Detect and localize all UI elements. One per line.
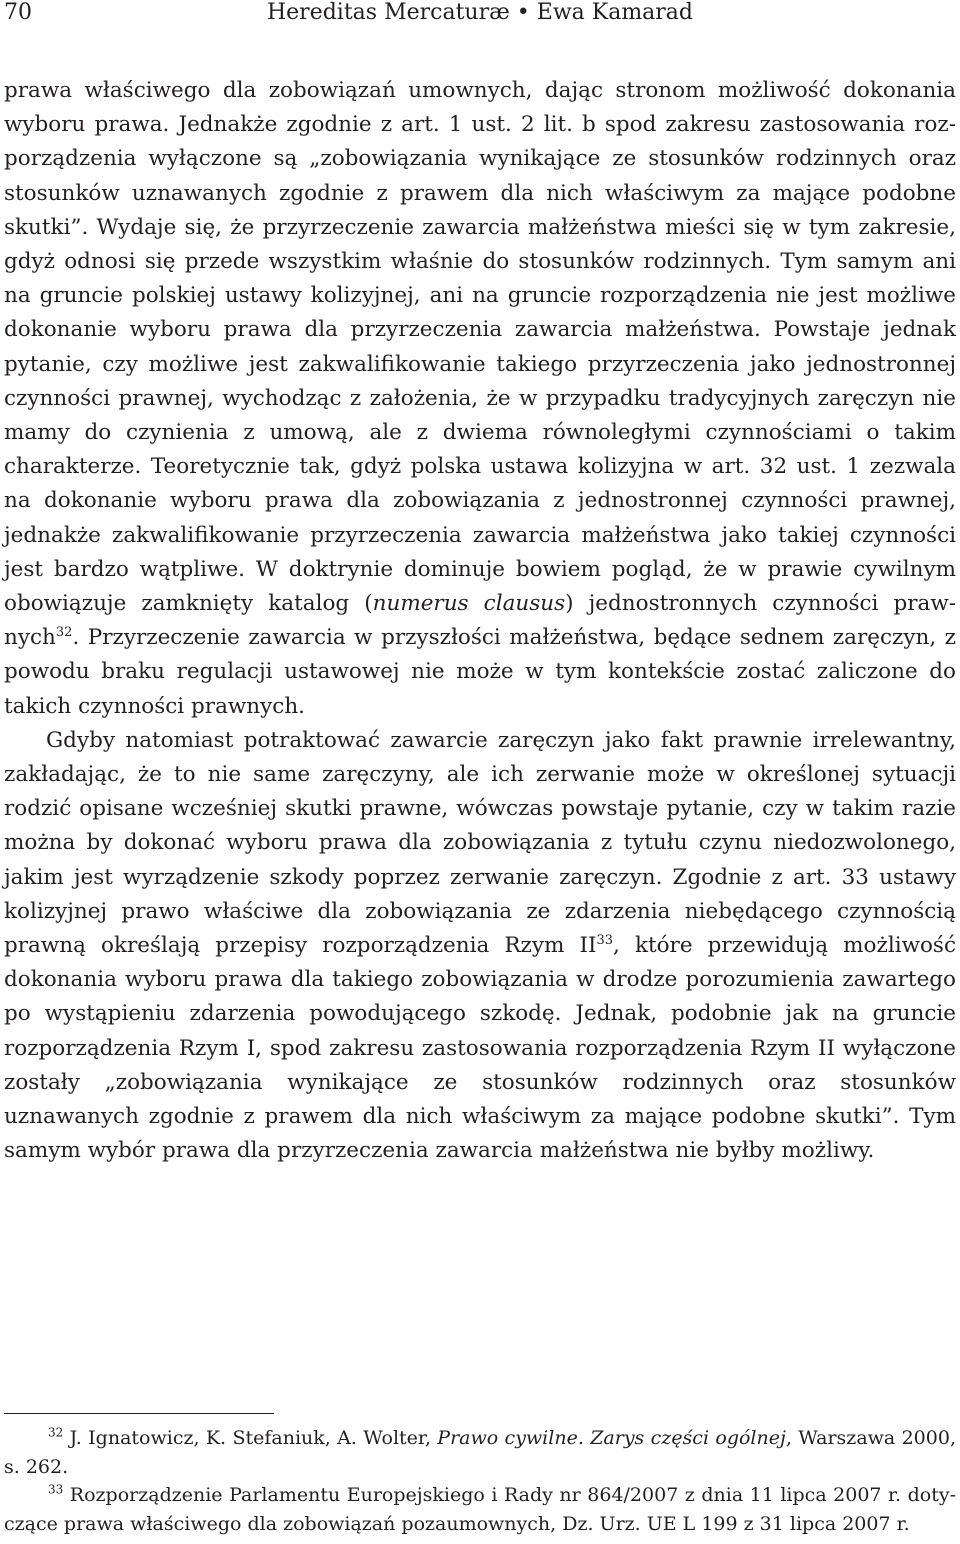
paragraph-1-text-a: prawa właściwego dla zobowiązań umownych, dając stronom możliwość dokonania wyboru prawa. Jednakże zgodnie z art. 1 ust. 2 lit. b spod zakresu zastosowania rozporządzenia wyłączone są „zobowiązania wynikające ze stosunków rodzinnych oraz stosunków uznawanych zgodnie z prawem dla nich właściwym za mające podobne skutki”. Wydaje się, że przyrzeczenie zawarcia małżeństwa mieści się w tym zakresie, gdyż odnosi się przede wszystkim właśnie do stosunków rodzinnych. Tym samym ani na gruncie polskiej ustawy kolizyjnej, ani na gruncie rozporządzenia nie jest możliwe dokonanie wyboru prawa dla przyrzeczenia zawarcia małżeństwa. Powstaje jednak pytanie, czy możliwe jest zakwalifikowanie takiego przyrzeczenia jako jednostronnej czynności prawnej, wychodząc z założenia, że w przypadku tradycyjnych zaręczyn nie mamy do czynienia z umową, ale z dwiema równoległymi czynnościami o takim charakterze. Teoretycznie tak, gdyż polska ustawa kolizyjna w art. 32 ust. 1 zezwala na dokonanie wyboru prawa dla zobowiązania z jednostronnej czynności prawnej, jednakże zakwalifikowanie przyrzeczenia zawarcia małżeństwa jako takiej czynności jest bardzo wątpliwe. W doktrynie dominuje bowiem pogląd, że w prawie cywilnym obowiązuje zamknięty katalog ( xyxy=(4,78,956,617)
footnote-ref-32[interactable]: 32 xyxy=(55,625,73,641)
page-number: 70 xyxy=(4,0,32,25)
footnote-divider xyxy=(4,1413,274,1414)
journal-title: Hereditas Mercaturæ xyxy=(266,0,510,25)
paragraph-2-text-a: Gdyby natomiast potraktować zawarcie zaręczyn jako fakt prawnie irrelewantny, zakładając, że to nie same zaręczyny, ale ich zerwanie może w określonej sytuacji rodzić opisane wcześniej skutki prawne, wówczas powstaje pytanie, czy w takim razie można by dokonać wyboru prawa dla zobowiązania z tytułu czynu niedozwolonego, jakim jest wyrządzenie szkody poprzez zerwanie zaręczyn. Zgodnie z art. 33 ustawy kolizyjnej prawo właściwe dla zobowiązania ze zdarzenia niebędącego czynnością prawną określają przepisy rozporządzenia Rzym II xyxy=(4,727,956,959)
footnote-33 xyxy=(4,1481,956,1538)
footnote-32 xyxy=(4,1424,956,1481)
running-title xyxy=(4,0,956,26)
paragraph-1-text-c: . Przyrzeczenie zawarcia w przyszłości małżeństwa, będące sednem zaręczyn, z powodu braku regulacji ustawowej nie może w tym kontekście zostać zaliczone do takich czynności prawnych. xyxy=(4,625,956,719)
footnotes xyxy=(4,1424,956,1538)
latin-term: numerus clausus xyxy=(372,591,566,617)
running-head xyxy=(4,0,956,30)
paragraph-2 xyxy=(4,724,956,1169)
body-text xyxy=(4,74,956,1169)
footnote-text: Rozporządzenie Parlamentu Europejskiego i Rady nr 864/2007 z dnia 11 lipca 2007 r. dotyczące prawa właściwego dla zobowiązań pozaumownych, Dz. Urz. UE L 199 z 31 lipca 2007 r. xyxy=(4,1484,956,1535)
paragraph-1 xyxy=(4,74,956,724)
footnote-ref-33[interactable]: 33 xyxy=(596,932,614,948)
footnote-text: J. Ignatowicz, K. Stefaniuk, A. Wolter, xyxy=(63,1427,438,1449)
paragraph-2-text-b: , które przewidują możliwość dokonania wyboru prawa dla takiego zobowiązania w drodze porozumienia zawartego po wystąpieniu zdarzenia powodującego szkodę. Jednak, podobnie jak na gruncie rozporządzenia Rzym I, spod zakresu zastosowania rozporządzenia Rzym II wyłączone zostały „zobowiązania wynikające ze stosunków rodzinnych oraz stosunków uznawanych zgodnie z prawem dla nich właściwym za mające podobne skutki”. Tym samym wybór prawa dla przyrzeczenia zawarcia małżeństwa nie byłby możliwy. xyxy=(4,933,957,1164)
footnote-number: 33 xyxy=(48,1482,64,1497)
bullet-separator: • xyxy=(516,0,530,25)
author-name: Ewa Kamarad xyxy=(536,0,694,25)
paragraph-1-text-b: ) jednostronnych czynności prawnych xyxy=(4,591,956,651)
footnote-number: 32 xyxy=(48,1425,64,1440)
footnote-text: , Warszawa 2000, s. 262. xyxy=(4,1427,956,1478)
footnote-book-title: Prawo cywilne. Zarys części ogólnej xyxy=(437,1427,786,1449)
